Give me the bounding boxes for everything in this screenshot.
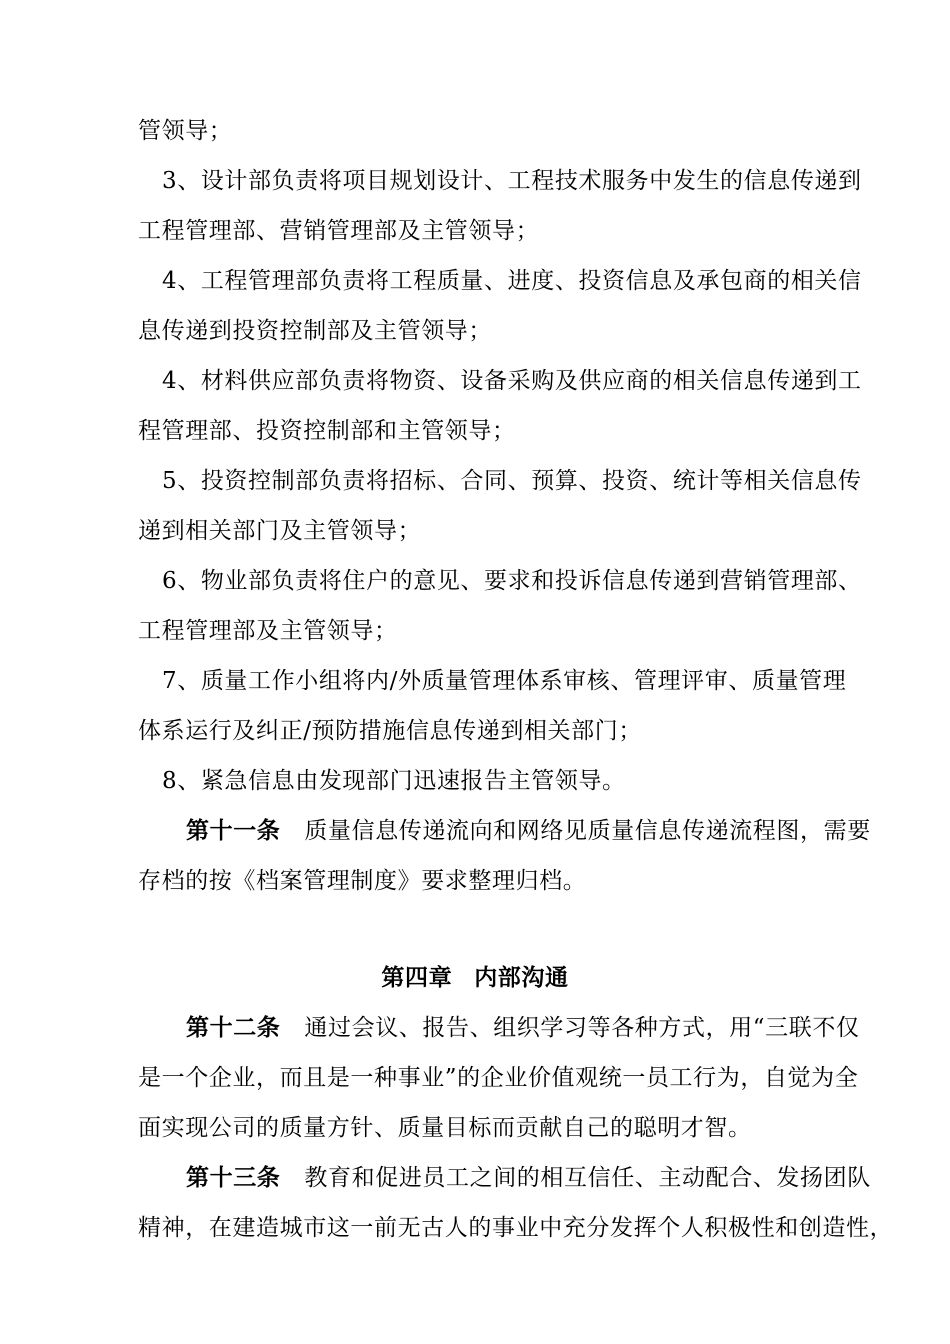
list-item-6: 6、物业部负责将住户的意见、要求和投诉信息传递到营销管理部、 — [162, 568, 862, 594]
article-11-line-2: 存档的按《档案管理制度》要求整理归档。 — [138, 868, 587, 894]
text-line: 体系运行及纠正/预防措施信息传递到相关部门； — [138, 718, 642, 744]
list-item-5: 5、投资控制部负责将招标、合同、预算、投资、统计等相关信息传 — [162, 468, 862, 494]
text-line: 息传递到投资控制部及主管领导； — [138, 318, 492, 344]
text-line: 工程管理部及主管领导； — [138, 618, 398, 644]
article-12-label: 第十二条 — [186, 1014, 281, 1041]
chapter-title: 内部沟通 — [474, 964, 569, 991]
chapter-heading — [0, 963, 950, 993]
list-item-8: 8、紧急信息由发现部门迅速报告主管领导。 — [162, 768, 626, 794]
text-line: 递到相关部门及主管领导； — [138, 518, 422, 544]
chapter-number: 第四章 — [381, 964, 453, 991]
list-item-3: 3、设计部负责将项目规划设计、工程技术服务中发生的信息传递到 — [162, 168, 862, 194]
article-11-text: 质量信息传递流向和网络见质量信息传递流程图，需要 — [304, 818, 871, 844]
list-item-7: 7、质量工作小组将内/外质量管理体系审核、管理评审、质量管理 — [162, 668, 847, 694]
article-11-label: 第十一条 — [186, 817, 281, 844]
article-12-line-3: 面实现公司的质量方针、质量目标而贡献自己的聪明才智。 — [138, 1115, 752, 1141]
article-13-label: 第十三条 — [186, 1164, 281, 1191]
text-line: 管领导； — [138, 118, 233, 144]
article-11-line-1 — [186, 816, 936, 846]
article-13-line-2: 精神，在建造城市这一前无古人的事业中充分发挥个人积极性和创造性， — [138, 1215, 894, 1241]
article-12-line-1 — [186, 1013, 936, 1043]
article-13-line-1 — [186, 1163, 936, 1193]
article-13-text: 教育和促进员工之间的相互信任、主动配合、发扬团队 — [304, 1165, 871, 1191]
article-12-text: 通过会议、报告、组织学习等各种方式，用“三联不仅 — [304, 1015, 860, 1041]
list-item-4b: 4、材料供应部负责将物资、设备采购及供应商的相关信息传递到工 — [162, 368, 862, 394]
list-item-4a: 4、工程管理部负责将工程质量、进度、投资信息及承包商的相关信 — [162, 268, 862, 294]
article-12-line-2: 是一个企业，而且是一种事业”的企业价值观统一员工行为，自觉为全 — [138, 1065, 859, 1091]
text-line: 程管理部、投资控制部和主管领导； — [138, 418, 516, 444]
text-line: 工程管理部、营销管理部及主管领导； — [138, 218, 540, 244]
